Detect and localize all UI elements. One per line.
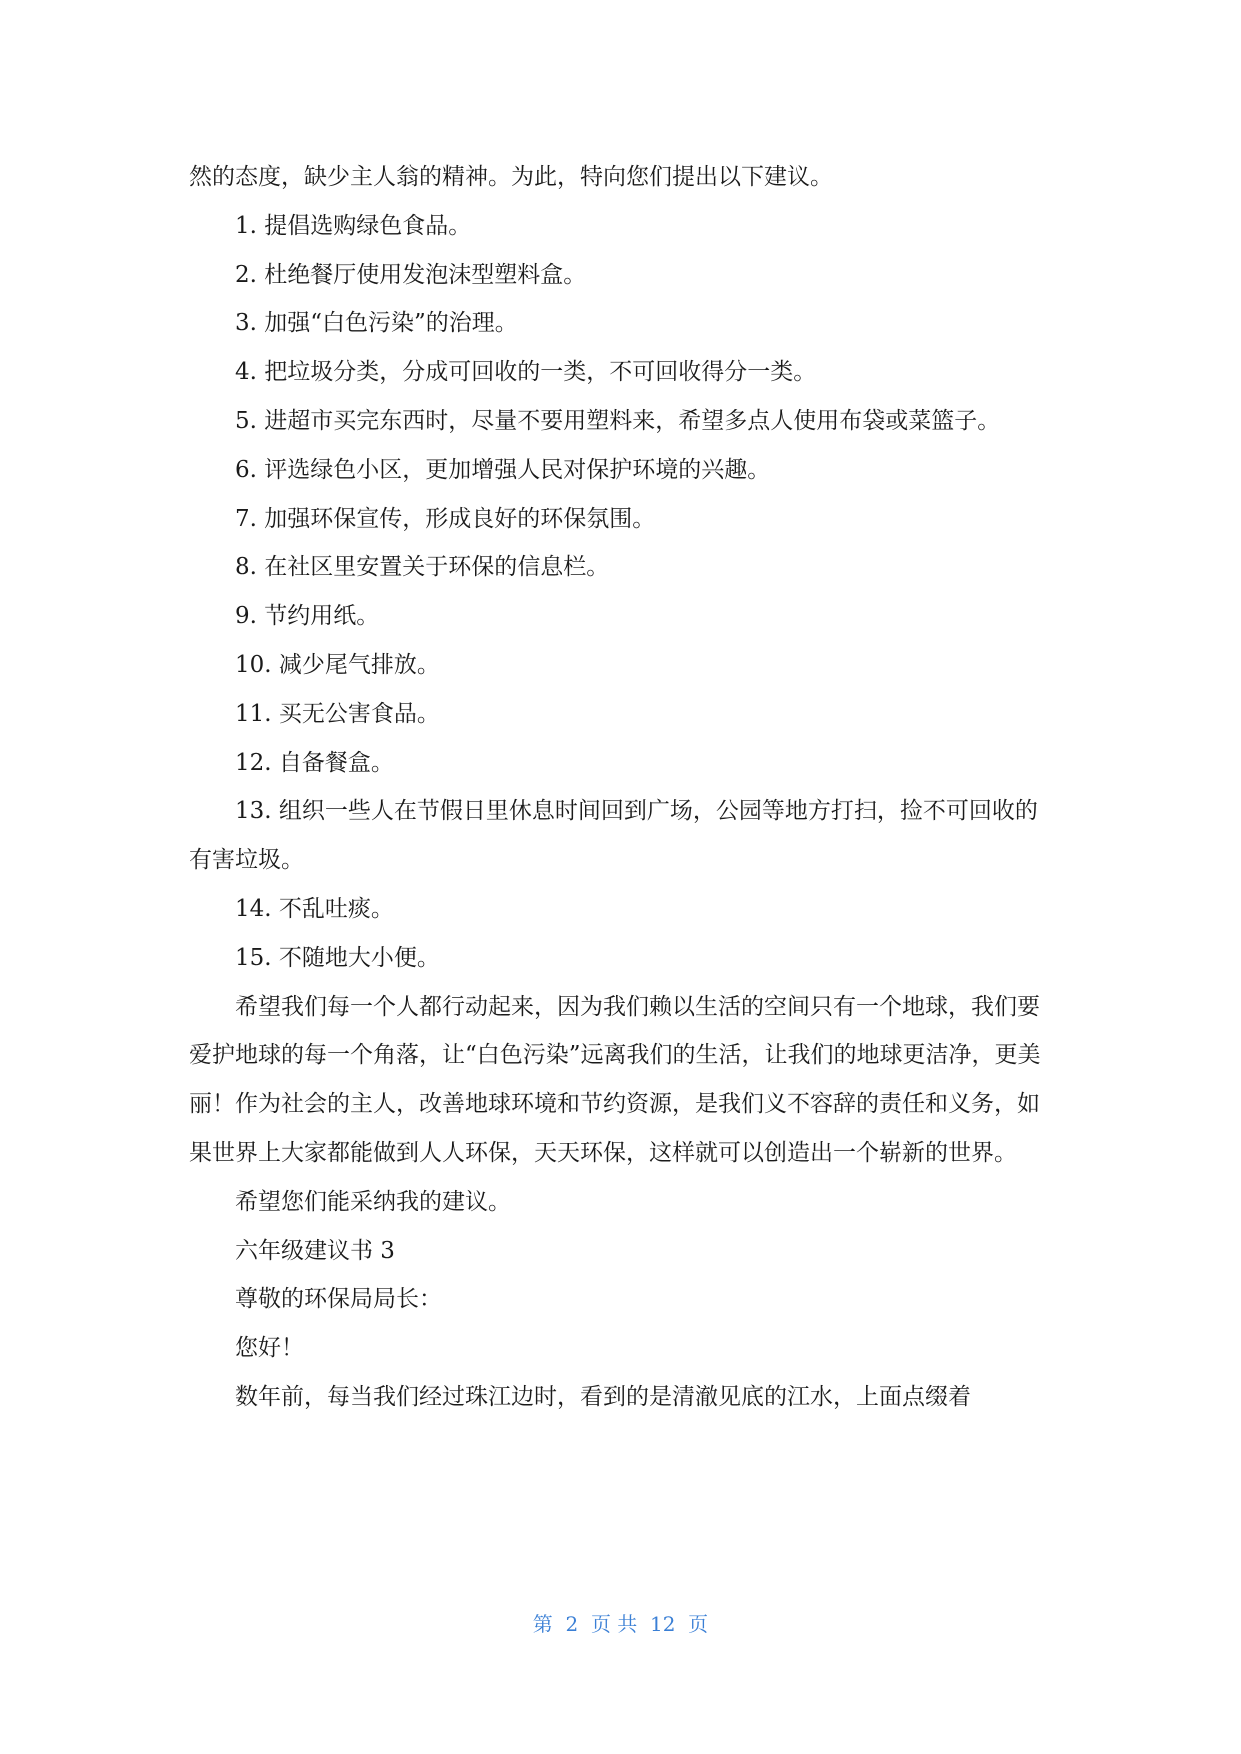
page-number-footer: 第 2 页 共 12 页 <box>532 1612 709 1636</box>
list-item: 1. 提倡选购绿色食品。 <box>235 212 472 239</box>
paragraph: 然的态度，缺少主人翁的精神。为此，特向您们提出以下建议。 <box>189 164 833 190</box>
list-item: 14. 不乱吐痰。 <box>235 895 394 922</box>
salutation: 尊敬的环保局局长： <box>235 1286 442 1313</box>
list-item: 9. 节约用纸。 <box>235 603 380 630</box>
list-item: 2. 杜绝餐厅使用发泡沫型塑料盒。 <box>235 261 587 288</box>
list-item: 15. 不随地大小便。 <box>235 944 440 971</box>
closing-line: 希望您们能采纳我的建议。 <box>235 1188 511 1215</box>
paragraph: 数年前，每当我们经过珠江边时，看到的是清澈见底的江水，上面点缀着 <box>235 1383 971 1410</box>
document-body <box>189 153 1059 1422</box>
list-item: 13. 组织一些人在节假日里休息时间回到广场，公园等地方打扫，捡不可回收的有害垃圾。 <box>189 798 1038 874</box>
list-item: 5. 进超市买完东西时，尽量不要用塑料来，希望多点人使用布袋或菜篮子。 <box>235 407 1001 434</box>
greeting: 您好！ <box>235 1335 304 1362</box>
list-item: 4. 把垃圾分类，分成可回收的一类，不可回收得分一类。 <box>235 359 817 386</box>
list-item: 6. 评选绿色小区，更加增强人民对保护环境的兴趣。 <box>235 456 771 483</box>
list-item: 3. 加强“白色污染”的治理。 <box>235 310 518 337</box>
list-item: 11. 买无公害食品。 <box>235 700 440 727</box>
list-item: 8. 在社区里安置关于环保的信息栏。 <box>235 554 610 581</box>
list-item: 10. 减少尾气排放。 <box>235 651 440 678</box>
section-title: 六年级建议书 3 <box>235 1237 395 1264</box>
list-item: 12. 自备餐盒。 <box>235 749 394 776</box>
list-item: 7. 加强环保宣传，形成良好的环保氛围。 <box>235 505 656 532</box>
closing-paragraph: 希望我们每一个人都行动起来，因为我们赖以生活的空间只有一个地球，我们要爱护地球的每一个角落，让“白色污染”远离我们的生活，让我们的地球更洁净，更美丽！作为社会的主人，改善地球环境和节约资源，是我们义不容辞的责任和义务，如果世界上大家都能做到人人环保，天天环保，这样就可以创造出一个崭新的世界。 <box>189 993 1041 1166</box>
